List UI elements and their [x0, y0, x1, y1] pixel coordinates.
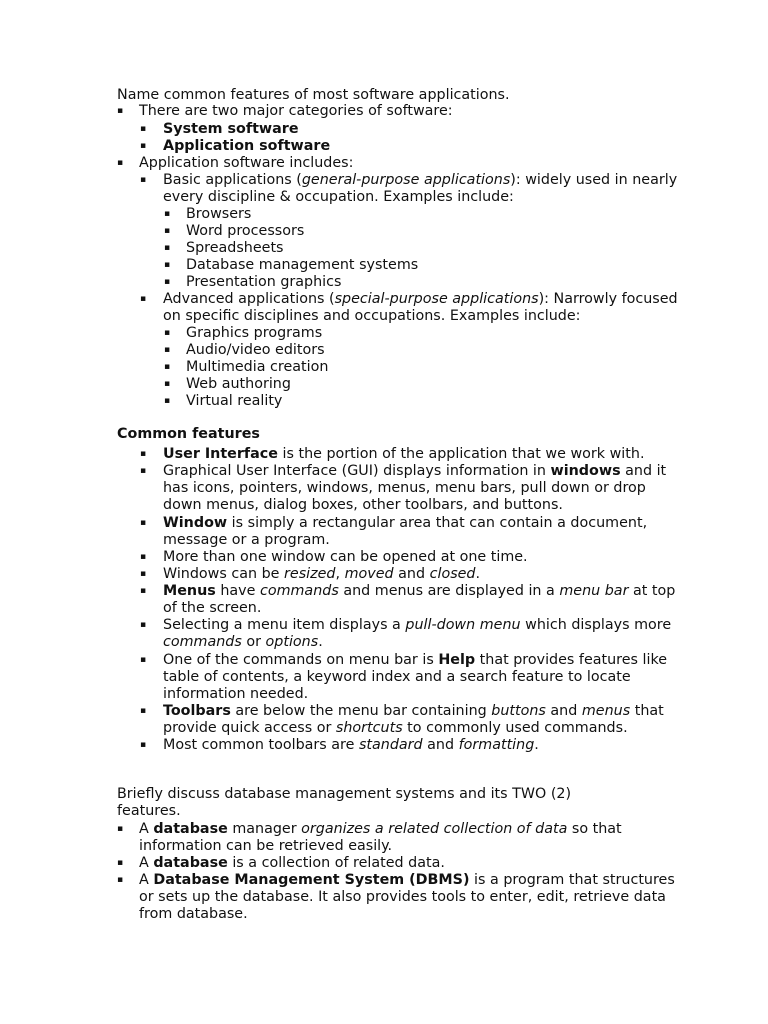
bullet-icon: ▪ [117, 858, 124, 868]
list-item: Web authoring [186, 376, 291, 392]
bullet-icon: ▪ [140, 141, 147, 151]
question-heading-continuation: features. [117, 803, 181, 819]
list-item-continuation: on specific disciplines and occupations. Examples include: [163, 308, 581, 324]
list-item-continuation: every discipline & occupation. Examples include: [163, 189, 514, 205]
list-item: Database management systems [186, 257, 419, 273]
list-item-continuation: information can be retrieved easily. [139, 838, 393, 854]
list-item: Windows can be resized, moved and closed. [163, 566, 481, 582]
bullet-icon: ▪ [117, 875, 124, 885]
list-item: System software [163, 121, 299, 137]
bullet-icon: ▪ [164, 260, 171, 270]
bullet-icon: ▪ [164, 328, 171, 338]
list-item-continuation: table of contents, a keyword index and a search feature to locate [163, 669, 631, 685]
bullet-icon: ▪ [140, 740, 147, 750]
bullet-icon: ▪ [164, 226, 171, 236]
bullet-icon: ▪ [164, 277, 171, 287]
bullet-icon: ▪ [140, 449, 147, 459]
bullet-icon: ▪ [140, 124, 147, 134]
list-item-continuation: message or a program. [163, 532, 330, 548]
list-item: One of the commands on menu bar is Help that provides features like [163, 652, 668, 668]
bullet-icon: ▪ [164, 362, 171, 372]
question-heading: Briefly discuss database management systems and its TWO (2) [117, 786, 572, 802]
list-item-continuation: down menus, dialog boxes, other toolbars, and buttons. [163, 497, 563, 513]
bullet-icon: ▪ [164, 243, 171, 253]
list-item: Application software [163, 138, 331, 154]
question-heading: Name common features of most software applications. [117, 87, 510, 103]
list-item-continuation: information needed. [163, 686, 309, 702]
list-item: Graphics programs [186, 325, 323, 341]
list-item: Advanced applications (special-purpose applications): Narrowly focused [163, 291, 678, 307]
list-item: Most common toolbars are standard and formatting. [163, 737, 539, 753]
list-item-continuation: provide quick access or shortcuts to commonly used commands. [163, 720, 628, 736]
bullet-icon: ▪ [117, 106, 124, 116]
list-item: Selecting a menu item displays a pull-down menu which displays more [163, 617, 672, 633]
section-heading: Common features [117, 426, 260, 442]
list-item-continuation: commands or options. [163, 634, 323, 650]
list-item: User Interface is the portion of the application that we work with. [163, 446, 645, 462]
list-item: Basic applications (general-purpose applications): widely used in nearly [163, 172, 678, 188]
list-item: A database is a collection of related data. [139, 855, 445, 871]
bullet-icon: ▪ [140, 620, 147, 630]
list-item: A Database Management System (DBMS) is a program that structures [139, 872, 675, 888]
bullet-icon: ▪ [164, 345, 171, 355]
bullet-icon: ▪ [140, 518, 147, 528]
list-item-continuation: or sets up the database. It also provides tools to enter, edit, retrieve data [139, 889, 666, 905]
bullet-icon: ▪ [140, 294, 147, 304]
list-item: Multimedia creation [186, 359, 329, 375]
bullet-icon: ▪ [117, 824, 124, 834]
list-item-continuation: has icons, pointers, windows, menus, menu bars, pull down or drop [163, 480, 646, 496]
bullet-icon: ▪ [140, 175, 147, 185]
bullet-icon: ▪ [164, 209, 171, 219]
bullet-icon: ▪ [140, 655, 147, 665]
bullet-icon: ▪ [140, 552, 147, 562]
bullet-icon: ▪ [164, 379, 171, 389]
bullet-icon: ▪ [140, 586, 147, 596]
list-item: Toolbars are below the menu bar containing buttons and menus that [163, 703, 664, 719]
bullet-icon: ▪ [140, 466, 147, 476]
list-item: More than one window can be opened at one time. [163, 549, 528, 565]
list-item: Spreadsheets [186, 240, 284, 256]
list-item: Word processors [186, 223, 305, 239]
list-item: There are two major categories of software: [139, 103, 453, 119]
bullet-icon: ▪ [140, 569, 147, 579]
list-item: Menus have commands and menus are displayed in a menu bar at top [163, 583, 676, 599]
list-item: A database manager organizes a related collection of data so that [139, 821, 622, 837]
list-item: Presentation graphics [186, 274, 342, 290]
list-item: Browsers [186, 206, 252, 222]
list-item: Graphical User Interface (GUI) displays information in windows and it [163, 463, 667, 479]
list-item: Window is simply a rectangular area that can contain a document, [163, 515, 648, 531]
list-item: Audio/video editors [186, 342, 325, 358]
bullet-icon: ▪ [164, 396, 171, 406]
bullet-icon: ▪ [117, 158, 124, 168]
list-item-continuation: from database. [139, 906, 248, 922]
bullet-icon: ▪ [140, 706, 147, 716]
list-item: Virtual reality [186, 393, 283, 409]
list-item-continuation: of the screen. [163, 600, 262, 616]
list-item: Application software includes: [139, 155, 354, 171]
